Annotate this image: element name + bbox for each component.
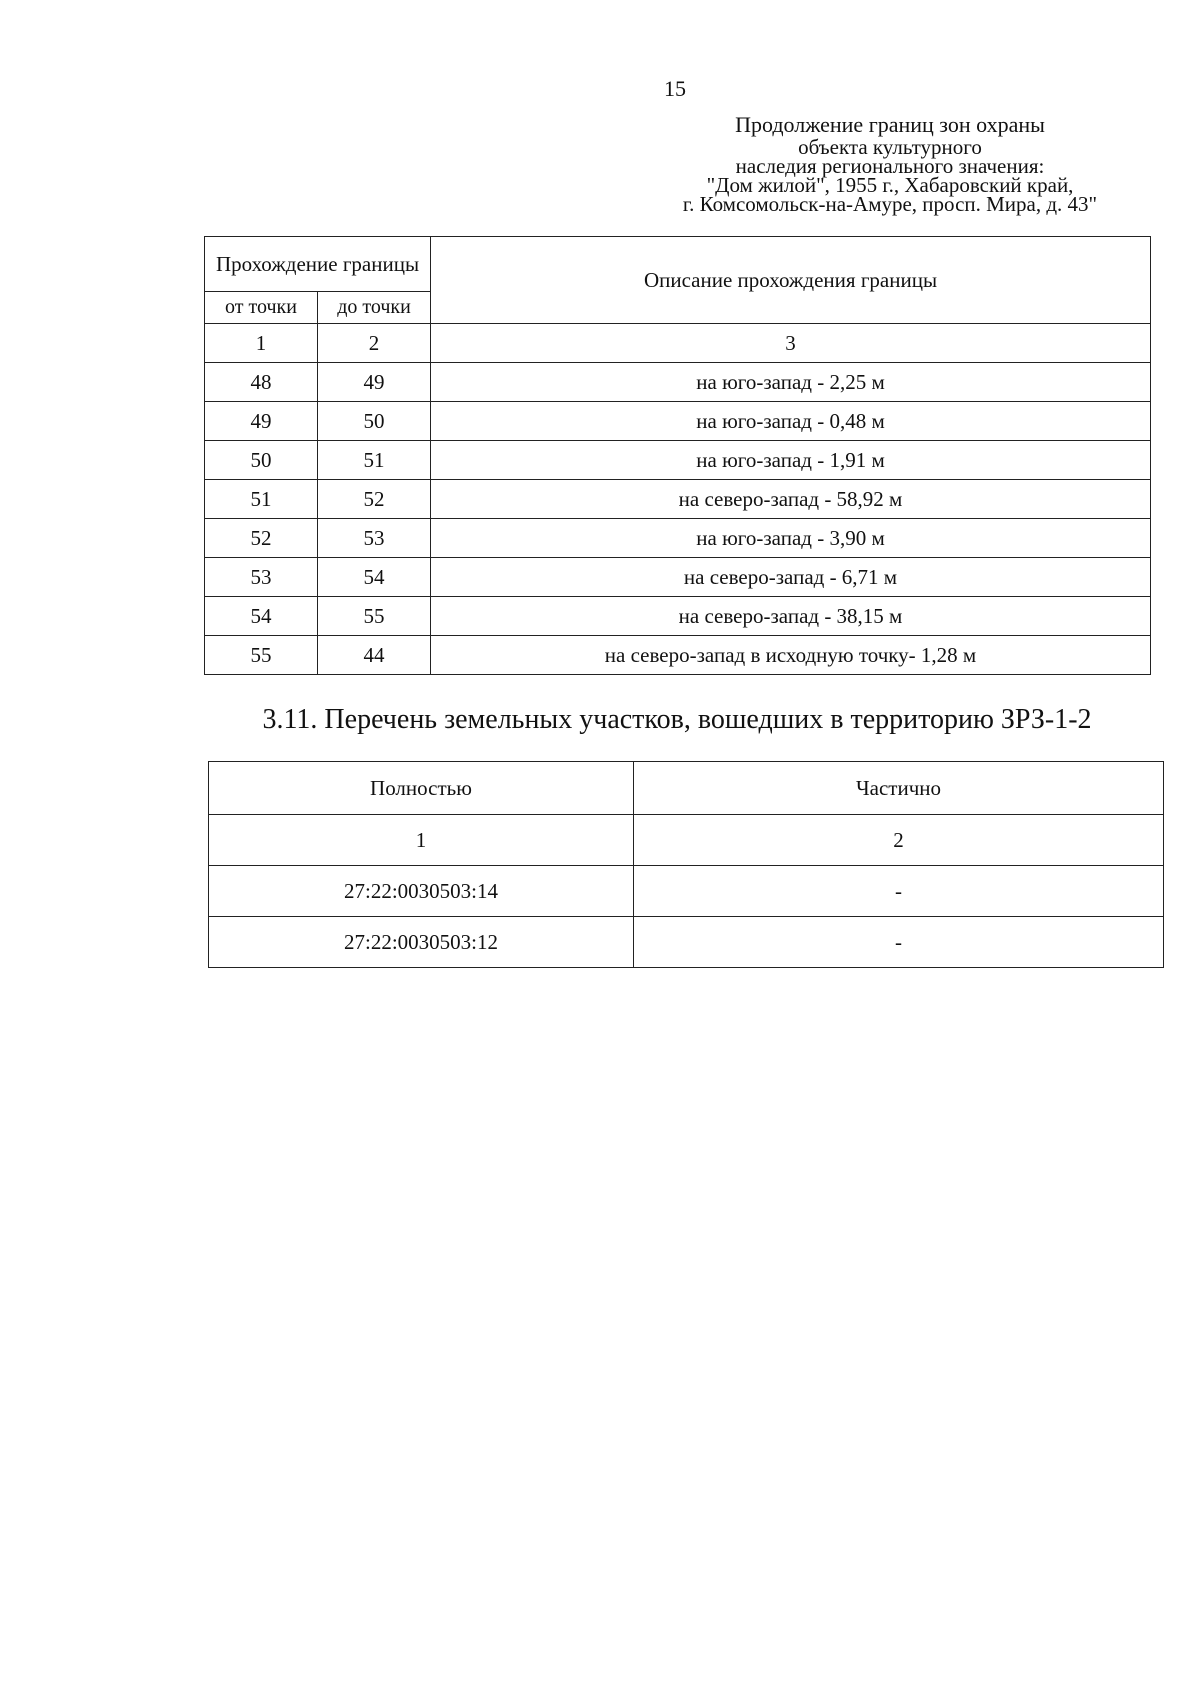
column-number: 1	[209, 815, 634, 866]
column-number-row	[209, 815, 1164, 866]
to-point: 53	[318, 519, 431, 558]
from-point: 51	[205, 480, 318, 519]
boundary-table	[204, 236, 1151, 675]
heading-line: Продолжение границ зон охраны	[735, 112, 1045, 137]
boundary-description: на юго-запад - 2,25 м	[431, 363, 1151, 402]
column-number: 2	[318, 324, 431, 363]
column-number: 3	[431, 324, 1151, 363]
column-number: 1	[205, 324, 318, 363]
table-row	[205, 519, 1151, 558]
table-row	[209, 866, 1164, 917]
parcels-table	[208, 761, 1164, 968]
from-point: 49	[205, 402, 318, 441]
table-row	[209, 917, 1164, 968]
parcel-partial: -	[634, 917, 1164, 968]
to-point: 50	[318, 402, 431, 441]
parcel-full: 27:22:0030503:12	[209, 917, 634, 968]
boundary-description: на северо-запад - 6,71 м	[431, 558, 1151, 597]
header-from-point: от точки	[205, 292, 318, 324]
table-row	[205, 480, 1151, 519]
from-point: 48	[205, 363, 318, 402]
header-passage: Прохождение границы	[205, 237, 431, 292]
table-row	[205, 558, 1151, 597]
header-to-point: до точки	[318, 292, 431, 324]
heading-line: "Дом жилой", 1955 г., Хабаровский край,	[706, 173, 1074, 197]
from-point: 54	[205, 597, 318, 636]
section-title: 3.11. Перечень земельных участков, вошедших в территорию ЗРЗ-1-2	[262, 704, 1092, 735]
to-point: 49	[318, 363, 431, 402]
parcels-header-row	[209, 762, 1164, 815]
page-number: 15	[664, 76, 686, 101]
table-row	[205, 402, 1151, 441]
boundary-description: на юго-запад - 3,90 м	[431, 519, 1151, 558]
column-number-row	[205, 324, 1151, 363]
header-description: Описание прохождения границы	[431, 237, 1151, 324]
to-point: 54	[318, 558, 431, 597]
to-point: 52	[318, 480, 431, 519]
table-row	[205, 441, 1151, 480]
table-row	[205, 636, 1151, 675]
document-heading	[620, 112, 1160, 214]
to-point: 55	[318, 597, 431, 636]
from-point: 50	[205, 441, 318, 480]
from-point: 55	[205, 636, 318, 675]
heading-line: г. Комсомольск-на-Амуре, просп. Мира, д. 43"	[682, 192, 1098, 216]
boundary-description: на юго-запад - 1,91 м	[431, 441, 1151, 480]
boundary-description: на юго-запад - 0,48 м	[431, 402, 1151, 441]
header-full: Полностью	[209, 762, 634, 815]
header-partial: Частично	[634, 762, 1164, 815]
table-row	[205, 363, 1151, 402]
heading-line: наследия регионального значения:	[735, 154, 1045, 178]
boundary-description: на северо-запад - 58,92 м	[431, 480, 1151, 519]
parcel-full: 27:22:0030503:14	[209, 866, 634, 917]
column-number: 2	[634, 815, 1164, 866]
boundary-description: на северо-запад в исходную точку- 1,28 м	[431, 636, 1151, 675]
from-point: 53	[205, 558, 318, 597]
table-row	[205, 597, 1151, 636]
to-point: 51	[318, 441, 431, 480]
parcel-partial: -	[634, 866, 1164, 917]
heading-line: объекта культурного	[798, 135, 982, 159]
from-point: 52	[205, 519, 318, 558]
boundary-description: на северо-запад - 38,15 м	[431, 597, 1151, 636]
to-point: 44	[318, 636, 431, 675]
